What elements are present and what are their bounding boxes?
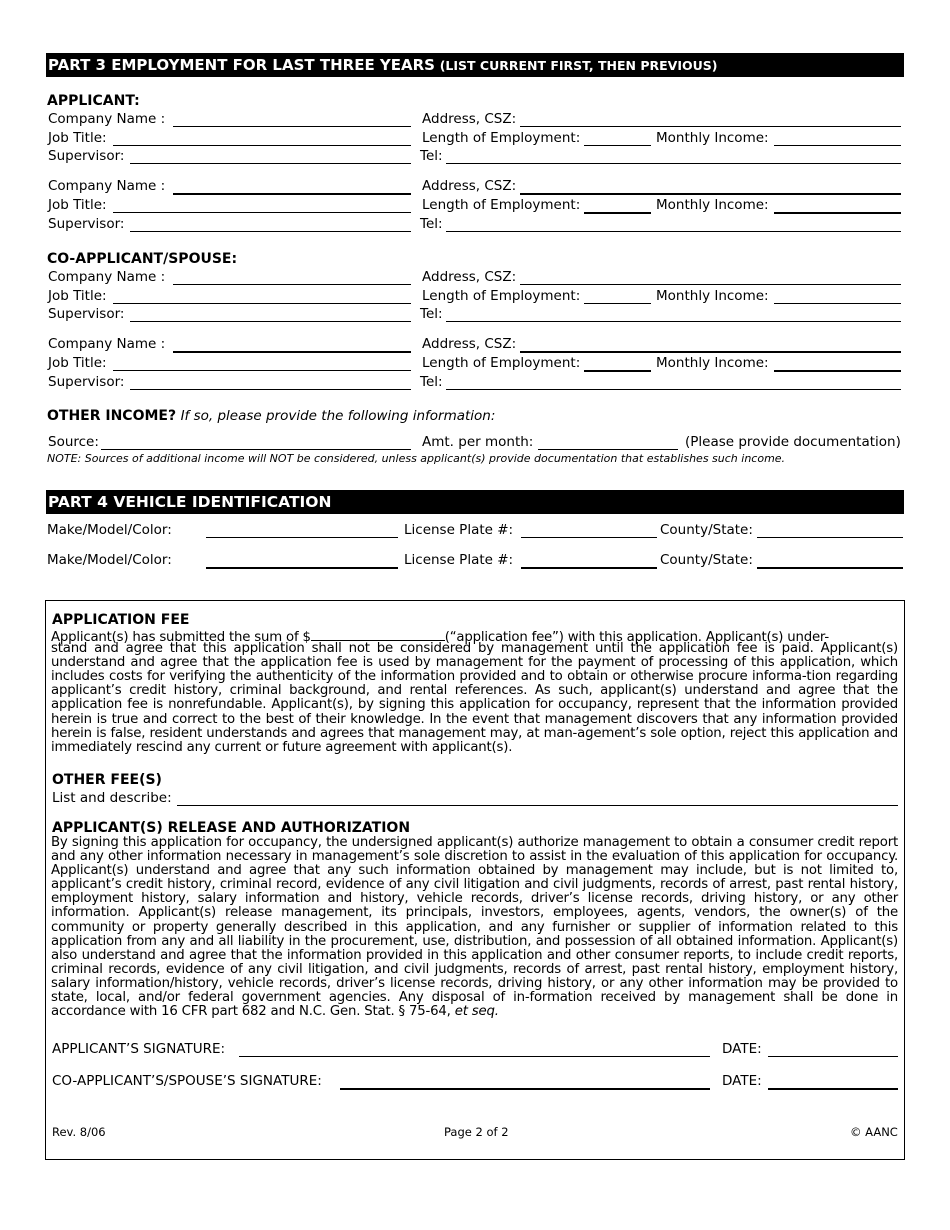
- company-row: [48, 335, 908, 353]
- supervisor-label: Supervisor:: [48, 216, 125, 232]
- part4-header: [46, 490, 904, 514]
- company-row: [48, 268, 908, 286]
- coapplicant-heading: CO-APPLICANT/SPOUSE:: [47, 251, 238, 267]
- supervisor-label: Supervisor:: [48, 374, 125, 390]
- plate-label: License Plate #:: [404, 522, 514, 538]
- county-label: County/State:: [660, 522, 753, 538]
- other-fees-row: [52, 789, 902, 807]
- other-fees-heading: OTHER FEE(S): [52, 772, 162, 788]
- fee-body: stand and agree that this application shall not be considered by management until the application fee is paid. Applicant(s) understand and agree that the application fee is used by management for the payment of processing of this application, which includes costs for verifying the authenticity of the information provided and to obtain or otherwise procure informa-tion regarding applicant’s credit history, criminal background, and rental references. As such, applicant(s) understand and agree that the application fee is nonrefundable. Applicant(s), by signing this application for occupancy, represent that the information provided herein is true and correct to the best of their knowledge. In the event that management discovers that any information provided herein is false, resident understands and agrees that management may, at man-agement’s sole option, reject this application and immediately rescind any current or future agreement with applicant(s).: [51, 641, 898, 755]
- tel-field[interactable]: [446, 231, 901, 232]
- job-title-label: Job Title:: [48, 130, 107, 146]
- part3-title: PART 3 EMPLOYMENT FOR LAST THREE YEARS: [48, 56, 435, 74]
- job-title-label: Job Title:: [48, 288, 107, 304]
- address-label: Address, CSZ:: [422, 178, 517, 194]
- county-state-field[interactable]: [757, 567, 903, 569]
- address-field[interactable]: [520, 126, 901, 127]
- address-label: Address, CSZ:: [422, 336, 517, 352]
- coapplicant-signature-label: CO-APPLICANT’S/SPOUSE’S SIGNATURE:: [52, 1073, 322, 1089]
- other-income-heading: OTHER INCOME?: [47, 408, 177, 424]
- part3-subtitle: (LIST CURRENT FIRST, THEN PREVIOUS): [439, 58, 718, 73]
- vehicle-row-1: [47, 521, 907, 539]
- length-field[interactable]: [584, 303, 651, 304]
- income-label: Monthly Income:: [656, 355, 769, 371]
- date-label: DATE:: [722, 1041, 762, 1057]
- address-field[interactable]: [520, 351, 901, 353]
- income-field[interactable]: [774, 212, 901, 214]
- coapplicant-date-field[interactable]: [768, 1088, 898, 1090]
- supervisor-label: Supervisor:: [48, 306, 125, 322]
- supervisor-field[interactable]: [130, 389, 411, 390]
- job-row: [48, 196, 908, 214]
- address-label: Address, CSZ:: [422, 269, 517, 285]
- other-income-heading-row: [47, 408, 495, 424]
- fee-intro: Applicant(s) has submitted the sum of $: [51, 630, 311, 645]
- vehicle-row-2: [47, 551, 907, 569]
- copyright: © AANC: [850, 1125, 898, 1139]
- applicant-signature-field[interactable]: [239, 1056, 710, 1057]
- tel-label: Tel:: [420, 216, 443, 232]
- company-name-field[interactable]: [173, 193, 411, 195]
- other-income-prompt: If so, please provide the following information:: [180, 408, 496, 424]
- income-label: Monthly Income:: [656, 288, 769, 304]
- tel-field[interactable]: [446, 321, 901, 322]
- supervisor-label: Supervisor:: [48, 148, 125, 164]
- job-row: [48, 129, 908, 147]
- company-name-field[interactable]: [173, 284, 411, 285]
- release-heading: APPLICANT(S) RELEASE AND AUTHORIZATION: [52, 820, 411, 836]
- company-label: Company Name :: [48, 178, 166, 194]
- source-field[interactable]: [101, 449, 411, 450]
- revision-label: Rev. 8/06: [52, 1125, 106, 1139]
- tel-field[interactable]: [446, 389, 901, 390]
- tel-label: Tel:: [420, 374, 443, 390]
- applicant-signature-row: [52, 1040, 902, 1058]
- job-row: [48, 354, 908, 372]
- other-income-row: [48, 433, 908, 451]
- source-label: Source:: [48, 434, 99, 450]
- job-title-field[interactable]: [113, 145, 411, 146]
- page-number: Page 2 of 2: [444, 1125, 509, 1139]
- supervisor-row: [48, 215, 908, 233]
- make-model-color-field[interactable]: [206, 537, 398, 538]
- fee-first-line: [51, 628, 898, 645]
- applicant-signature-label: APPLICANT’S SIGNATURE:: [52, 1041, 226, 1057]
- job-title-field[interactable]: [113, 370, 411, 371]
- length-label: Length of Employment:: [422, 355, 581, 371]
- release-et-seq: et seq.: [454, 1004, 499, 1020]
- length-field[interactable]: [584, 145, 651, 146]
- tel-label: Tel:: [420, 148, 443, 164]
- county-label: County/State:: [660, 552, 753, 568]
- supervisor-field[interactable]: [130, 321, 411, 322]
- job-title-label: Job Title:: [48, 197, 107, 213]
- length-field[interactable]: [584, 212, 651, 214]
- amt-label: Amt. per month:: [422, 434, 534, 450]
- tel-field[interactable]: [446, 163, 901, 164]
- company-name-field[interactable]: [173, 126, 411, 127]
- income-field[interactable]: [774, 145, 901, 146]
- county-state-field[interactable]: [757, 537, 903, 538]
- company-row: [48, 110, 908, 128]
- address-label: Address, CSZ:: [422, 111, 517, 127]
- company-row: [48, 177, 908, 195]
- make-model-color-field[interactable]: [206, 567, 398, 569]
- income-field[interactable]: [774, 370, 901, 372]
- tel-label: Tel:: [420, 306, 443, 322]
- license-plate-field[interactable]: [521, 537, 657, 538]
- company-label: Company Name :: [48, 269, 166, 285]
- supervisor-field[interactable]: [130, 163, 411, 164]
- company-label: Company Name :: [48, 111, 166, 127]
- length-label: Length of Employment:: [422, 197, 581, 213]
- supervisor-row: [48, 373, 908, 391]
- length-label: Length of Employment:: [422, 288, 581, 304]
- list-describe-label: List and describe:: [52, 790, 172, 806]
- supervisor-field[interactable]: [130, 231, 411, 232]
- application-fee-heading: APPLICATION FEE: [52, 612, 190, 628]
- job-title-field[interactable]: [113, 212, 411, 213]
- supervisor-row: [48, 305, 908, 323]
- date-label: DATE:: [722, 1073, 762, 1089]
- company-name-field[interactable]: [173, 351, 411, 353]
- job-row: [48, 287, 908, 305]
- coapplicant-signature-row: [52, 1072, 902, 1090]
- part4-title: PART 4 VEHICLE IDENTIFICATION: [48, 493, 332, 511]
- address-field[interactable]: [520, 193, 901, 195]
- amt-field[interactable]: [538, 449, 678, 450]
- income-label: Monthly Income:: [656, 130, 769, 146]
- company-label: Company Name :: [48, 336, 166, 352]
- make-label: Make/Model/Color:: [47, 522, 172, 538]
- applicant-date-field[interactable]: [768, 1056, 898, 1057]
- documentation-note: (Please provide documentation): [685, 434, 901, 450]
- supervisor-row: [48, 147, 908, 165]
- coapplicant-signature-field[interactable]: [340, 1088, 710, 1090]
- fee-amount-field[interactable]: [311, 628, 445, 641]
- part3-header: [46, 53, 904, 77]
- income-field[interactable]: [774, 303, 901, 304]
- income-label: Monthly Income:: [656, 197, 769, 213]
- make-label: Make/Model/Color:: [47, 552, 172, 568]
- release-body: By signing this application for occupancy, the undersigned applicant(s) authorize management to obtain a consumer credit report and any other information necessary in management’s sole discretion to assist in the evaluation of this application for occupancy. Applicant(s) understand and agree that any such information obtained by management may include, but is not limited to, applicant’s credit history, criminal record, evidence of any civil litigation and civil judgments, records of arrest, past rental history, employment history, salary information and history, vehicle records, driver’s license records, driving history, or any other information. Applicant(s) release management, its principals, investors, employees, agents, vendors, the owner(s) of the community or property generally described in this application, and any furnisher or supplier of information related to this application from any and all liability in the procurement, use, distribution, and possession of all obtained information. Applicant(s) also understand and agree that the information provided in this application and other consumer reports, to include credit reports, criminal records, evidence of any civil litigation, and civil judgments, records of arrest, past rental history, employment history, salary information/history, vehicle records, driver’s license records, driving history, or any other information may be provided to state, local, and/or federal government agencies. Any disposal of in-formation received by management shall be done in accordance with 16 CFR part 682 and N.C. Gen. Stat. § 75-64,: [51, 835, 898, 1020]
- address-field[interactable]: [520, 284, 901, 285]
- license-plate-field[interactable]: [521, 567, 657, 569]
- applicant-heading: APPLICANT:: [47, 93, 140, 109]
- plate-label: License Plate #:: [404, 552, 514, 568]
- length-label: Length of Employment:: [422, 130, 581, 146]
- other-fees-field[interactable]: [177, 805, 898, 806]
- release-paragraph: [51, 836, 898, 1019]
- application-fee-paragraph: [51, 628, 898, 755]
- length-field[interactable]: [584, 370, 651, 372]
- job-title-field[interactable]: [113, 303, 411, 304]
- job-title-label: Job Title:: [48, 355, 107, 371]
- fee-rest-first: (“application fee”) with this application. Applicant(s) under-: [444, 630, 829, 645]
- other-income-note: NOTE: Sources of additional income will NOT be considered, unless applicant(s) provide documentation that establishes such income.: [47, 452, 786, 465]
